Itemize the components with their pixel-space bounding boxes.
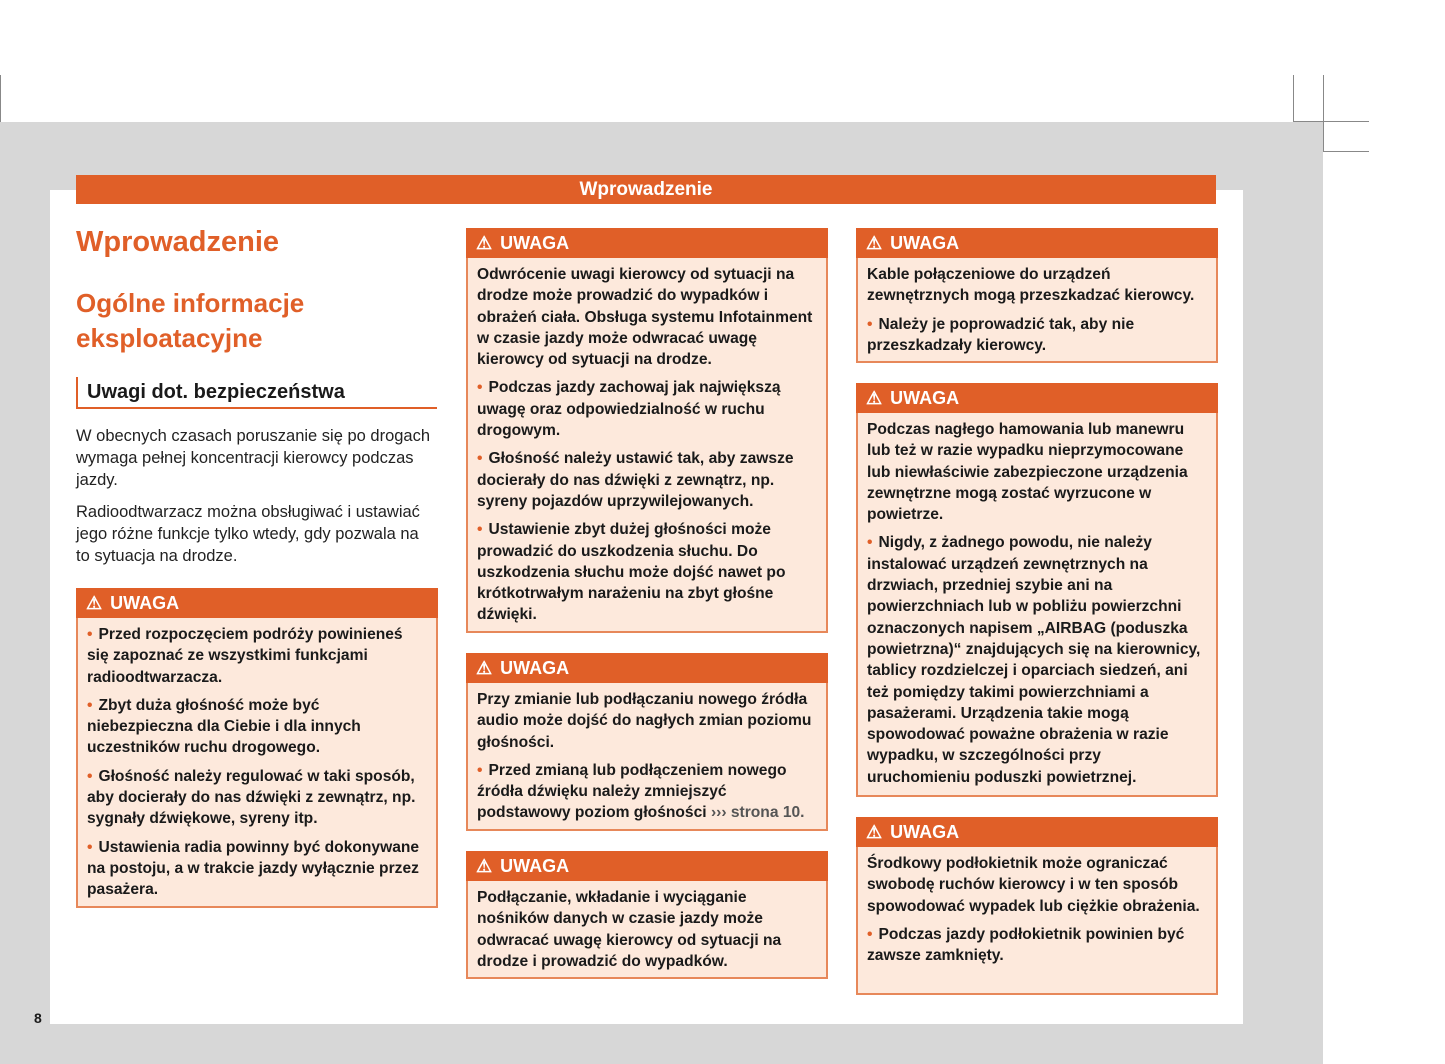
warning-bullet: [477, 448, 817, 512]
bullet-text: Głośność należy regulować w taki sposób, aby docierały do nas dźwięki z zewnątrz, np. sygnały dźwiękowe, syreny itp.: [87, 767, 416, 828]
bullet-icon: •: [87, 696, 93, 714]
warning-header: [466, 653, 828, 683]
bullet-text: Głośność należy ustawić tak, aby zawsze docierały do nas dźwięki z zewnątrz, np. syreny pojazdów uprzywilejowanych.: [477, 450, 794, 510]
warning-triangle-icon: ⚠: [866, 388, 883, 408]
bullet-icon: •: [87, 838, 93, 856]
warning-bullet: [867, 924, 1207, 967]
warning-body: [468, 258, 826, 637]
warning-label: UWAGA: [500, 233, 570, 253]
warning-triangle-icon: ⚠: [476, 233, 493, 253]
warning-paragraph: Środkowy podłokietnik może ograniczać swobodę ruchów kierowcy i w ten sposób spowodować wypadek lub ciężkie obrażenia.: [867, 855, 1200, 915]
bullet-icon: •: [867, 315, 873, 333]
warning-paragraph: Kable połączeniowe do urządzeń zewnętrznych mogą przeszkadzać kierowcy.: [867, 266, 1195, 305]
warning-header: [856, 383, 1218, 413]
warning-paragraph: Podczas nagłego hamowania lub manewru lub też w razie wypadku nieprzymocowane lub niewłaściwie zabezpieczone urządzenia zewnętrzne mogą zostać wyrzucone w powietrze.: [867, 421, 1188, 524]
bullet-icon: •: [477, 379, 483, 397]
warning-paragraph: Podłączanie, wkładanie i wyciąganie nośników danych w czasie jazdy może odwracać uwagę kierowcy od sytuacji na drodze i prowadzić do wypadków.: [477, 889, 782, 970]
bullet-text: Ustawienie zbyt dużej głośności może prowadzić do uszkodzenia słuchu. Do uszkodzenia słuchu może dojść nawet po krótkotrwałym narażeniu na zbyt głośne dźwięki.: [477, 521, 786, 624]
intro-paragraph: W obecnych czasach poruszanie się po drogach wymaga pełnej koncentracji kierowcy podczas jazdy.: [76, 427, 431, 489]
warning-body: [468, 881, 826, 983]
warning-bullet: [867, 532, 1207, 788]
bullet-text: Zbyt duża głośność może być niebezpieczna dla Ciebie i dla innych uczestników ruchu drogowego.: [87, 696, 361, 757]
warning-bullet: [477, 377, 817, 441]
warning-label: UWAGA: [890, 233, 960, 253]
subtitle: Ogólne informacje eksploatacyjne: [76, 288, 305, 353]
crop-mark: [1293, 121, 1369, 122]
warning-paragraph: Odwrócenie uwagi kierowcy od sytuacji na drodze może prowadzić do wypadków i obrażeń ciała. Obsługa systemu Infotainment w czasie jazdy może odwracać uwagę kierowcy od sytuacji na drodze.: [477, 266, 813, 369]
bullet-text: Należy je poprowadzić tak, aby nie przeszkadzały kierowcy.: [867, 315, 1135, 354]
bullet-text: Ustawienia radia powinny być dokonywane na postoju, a w trakcie jazdy wyłącznie przez pasażera.: [87, 838, 420, 899]
warning-body: [858, 258, 1216, 367]
warning-body: [858, 413, 1216, 799]
warning-triangle-icon: ⚠: [866, 233, 883, 253]
crop-mark: [1323, 151, 1369, 152]
warning-label: UWAGA: [890, 822, 960, 842]
warning-triangle-icon: ⚠: [86, 593, 103, 613]
intro-paragraph: Radioodtwarzacz można obsługiwać i ustawiać jego różne funkcje tylko wtedy, gdy pozwala na to sytuacja na drodze.: [76, 503, 420, 565]
bullet-icon: •: [867, 534, 873, 552]
warning-body: [858, 847, 1216, 977]
bullet-text: Przed zmianą lub podłączeniem nowego źródła dźwięku należy zmniejszyć podstawowy poziom głośności: [477, 761, 787, 822]
warning-box: [466, 653, 828, 831]
warning-header: [466, 851, 828, 881]
bullet-icon: •: [867, 925, 873, 943]
section-heading: Uwagi dot. bezpieczeństwa: [76, 377, 437, 409]
warning-bullet: [477, 519, 817, 625]
bullet-text: Podczas jazdy podłokietnik powinien być zawsze zamknięty.: [867, 925, 1185, 965]
bullet-icon: •: [87, 767, 93, 785]
bullet-text: Przed rozpoczęciem podróży powinieneś się zapoznać ze wszystkimi funkcjami radioodtwarzacza.: [87, 626, 403, 686]
warning-header: [76, 588, 438, 618]
bullet-icon: •: [87, 626, 93, 643]
warning-label: UWAGA: [110, 593, 180, 613]
warning-label: UWAGA: [890, 388, 960, 408]
warning-label: UWAGA: [500, 856, 570, 876]
warning-bullet: [477, 760, 817, 824]
chapter-header: Wprowadzenie: [76, 175, 1216, 204]
bullet-icon: •: [477, 450, 483, 468]
bullet-icon: •: [477, 761, 483, 779]
intro-text: [76, 425, 436, 577]
warning-header: [466, 228, 828, 258]
warning-paragraph: Przy zmianie lub podłączaniu nowego źródła audio może dojść do nagłych zmian poziomu głośności.: [477, 691, 812, 751]
warning-triangle-icon: ⚠: [476, 856, 493, 876]
warning-box: [466, 851, 828, 979]
warning-label: UWAGA: [500, 658, 570, 678]
warning-box: [856, 383, 1218, 797]
bullet-text: Podczas jazdy zachowaj jak największą uwagę oraz odpowiedzialność w ruchu drogowym.: [477, 379, 781, 440]
warning-bullet: [87, 624, 427, 688]
warning-bullet: [867, 314, 1207, 357]
page-number: 8: [34, 1010, 42, 1026]
warning-box: [856, 228, 1218, 363]
warning-bullet: [87, 837, 427, 901]
warning-header: [856, 817, 1218, 847]
warning-body: [468, 683, 826, 835]
crop-mark: [1293, 75, 1294, 121]
bullet-text: Nigdy, z żadnego powodu, nie należy instalować urządzeń zewnętrznych na drzwiach, przedniej szybie ani na powierzchniach lub w pobliżu powierzchni oznaczonych napisem „AIRBAG (poduszka powietrzna)“ znajdujących się na kierownicy, tablicy rozdzielczej i oparciach siedzeń, ani też pomiędzy takimi powierzchniami a pasażerami. Urządzenia takie mogą spowodować poważne obrażenia w razie wypadku, w szczególności przy uruchomieniu poduszki powietrznej.: [867, 534, 1201, 786]
warning-box: [76, 588, 438, 908]
warning-triangle-icon: ⚠: [866, 822, 883, 842]
crop-mark: [0, 75, 1, 122]
warning-bullet: [87, 766, 427, 830]
warning-body: [78, 618, 436, 912]
page-title: Wprowadzenie: [76, 226, 280, 258]
crop-mark: [1323, 75, 1324, 152]
warning-header: [856, 228, 1218, 258]
page-reference-link[interactable]: ››› strona 10.: [710, 804, 805, 822]
warning-bullet: [87, 695, 427, 759]
warning-triangle-icon: ⚠: [476, 658, 493, 678]
bullet-icon: •: [477, 521, 483, 539]
warning-box: [466, 228, 828, 633]
warning-box: [856, 817, 1218, 995]
